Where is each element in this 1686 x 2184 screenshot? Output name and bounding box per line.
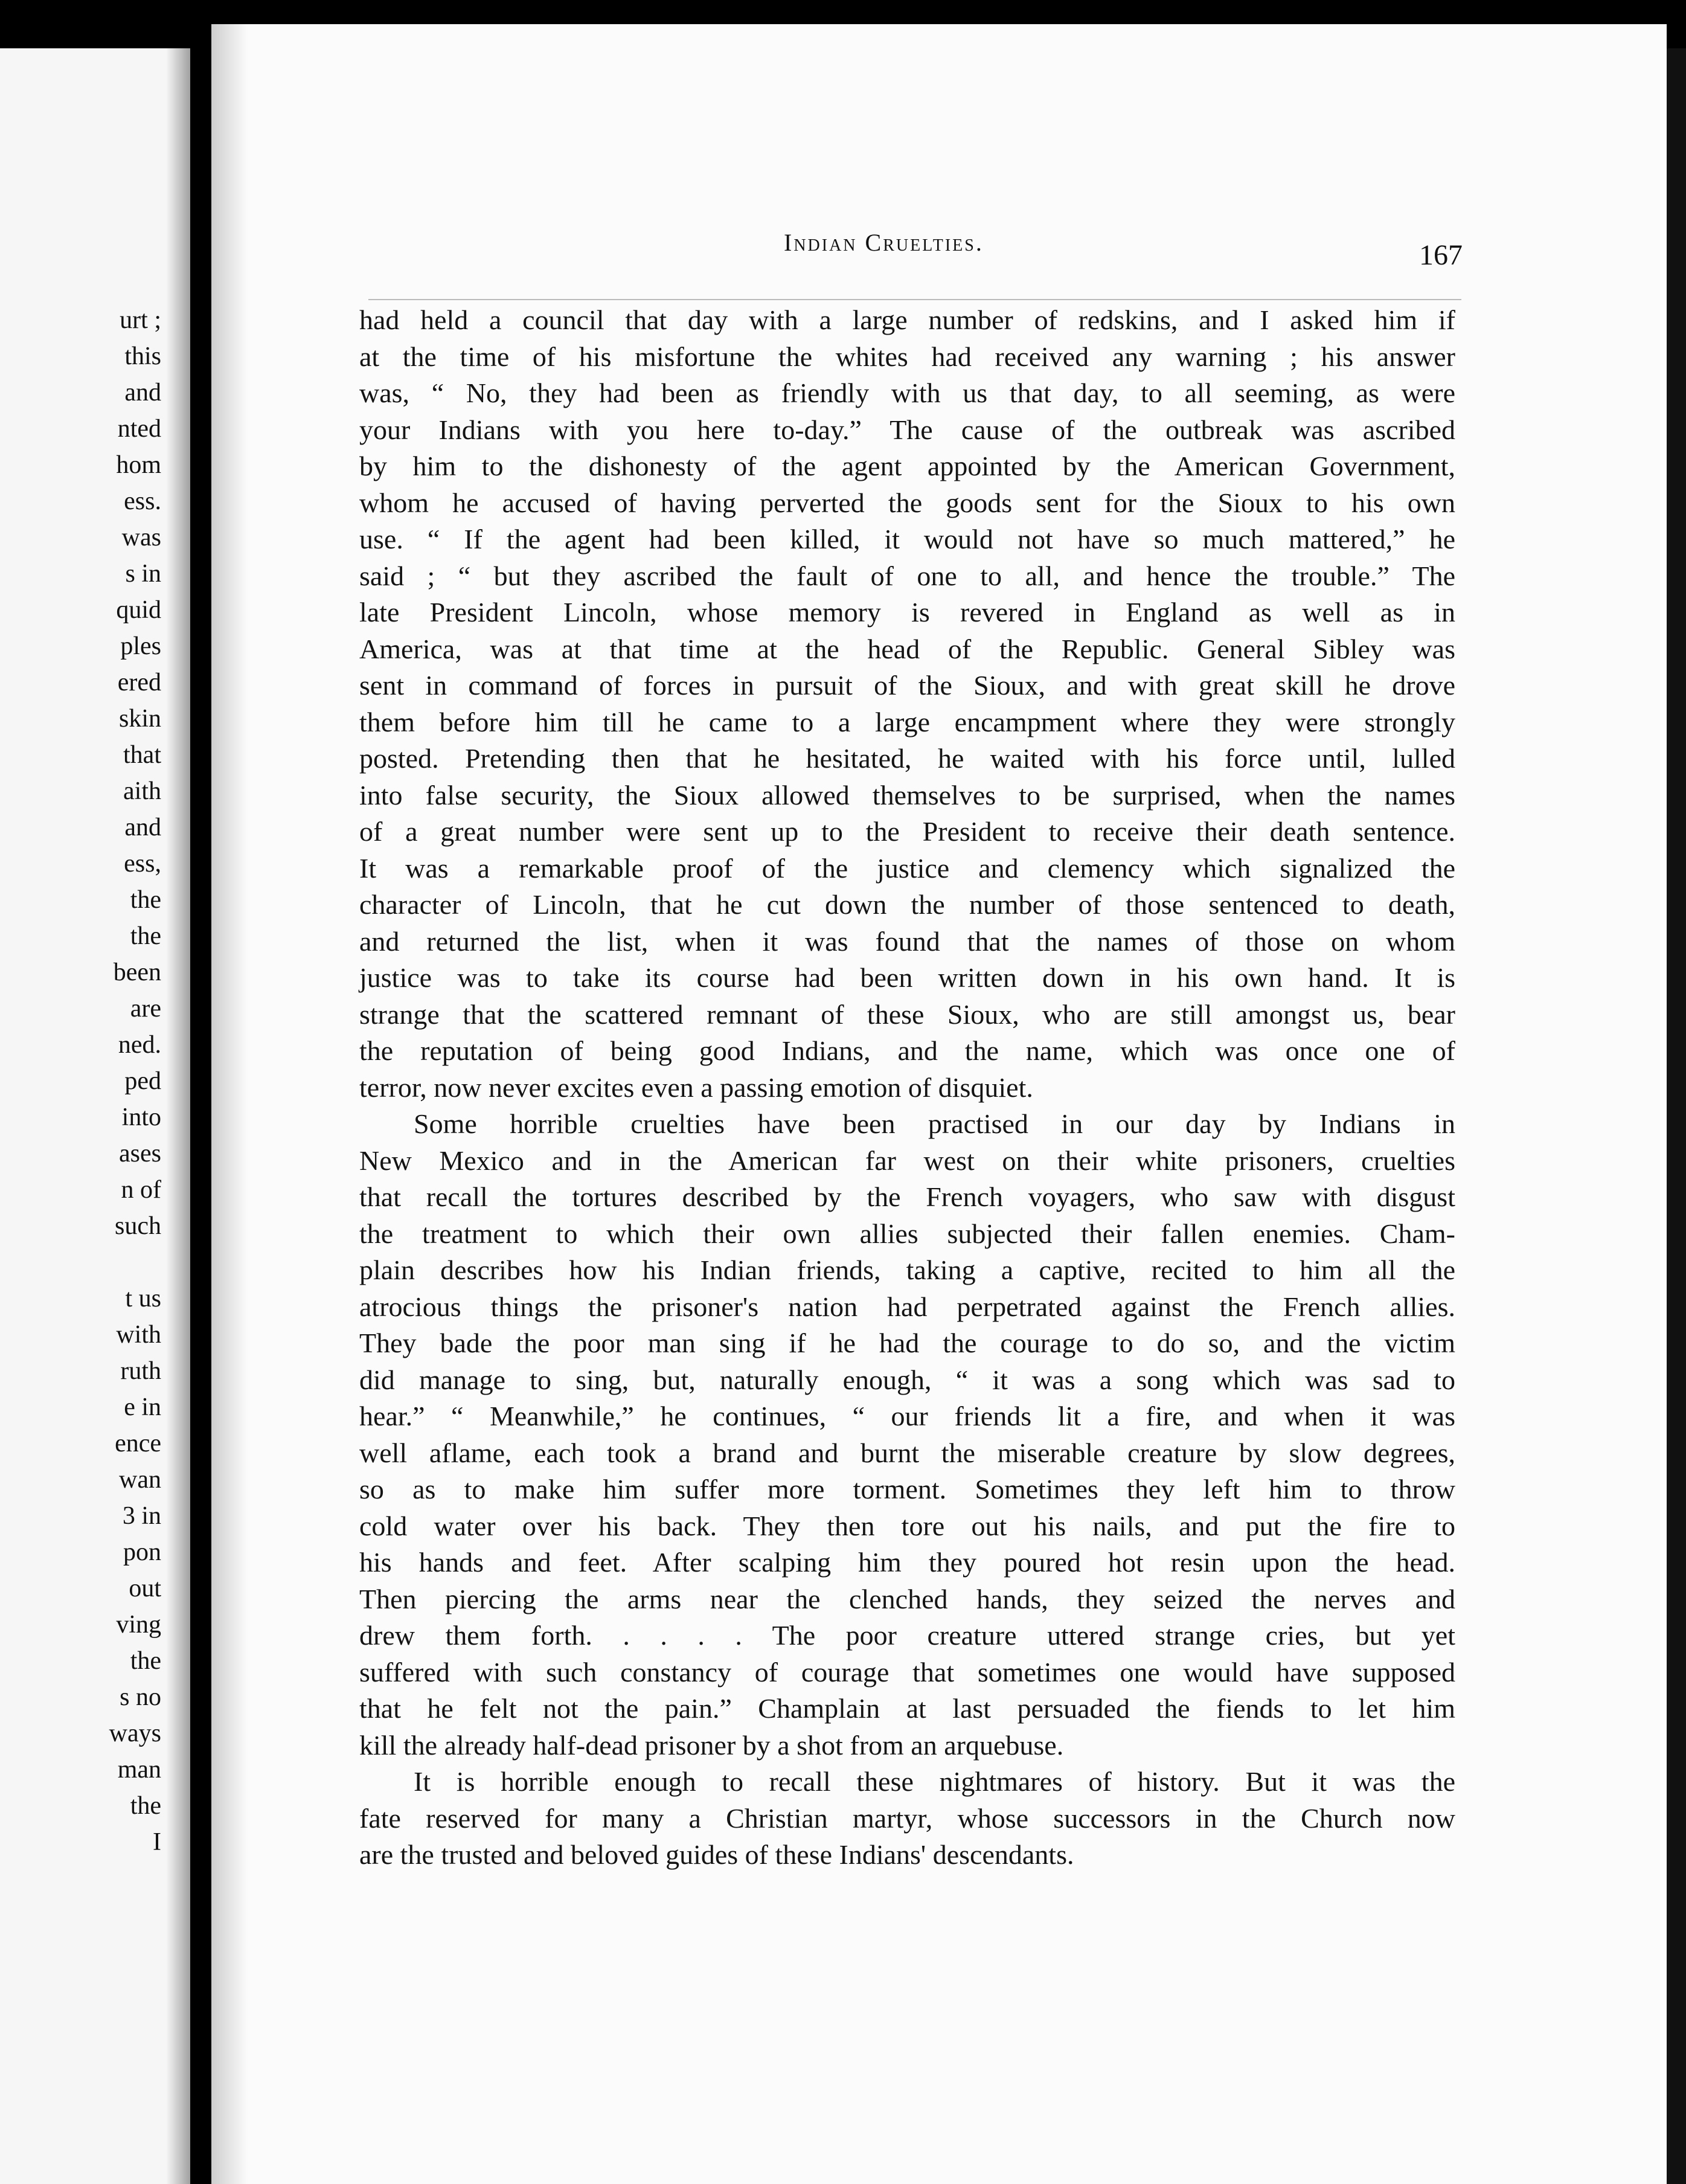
text-line: whom he accused of having perverted the goods sent for the Sioux to his own — [359, 487, 1455, 518]
text-line: fate reserved for many a Christian martyr, whose successors in the Church now — [359, 1802, 1455, 1834]
left-page-fragment: s in — [125, 560, 161, 588]
header-rule — [368, 299, 1461, 300]
left-page-fragment: n of — [121, 1176, 161, 1204]
left-page-fragment: and — [124, 379, 161, 406]
text-line: did manage to sing, but, naturally enough, “ it was a song which was sad to — [359, 1364, 1455, 1395]
text-line: Then piercing the arms near the clenched hands, they seized the nerves and — [359, 1583, 1455, 1614]
text-line: said ; “ but they ascribed the fault of one to all, and hence the trouble.” The — [359, 560, 1455, 591]
left-page-fragment: ess. — [124, 487, 161, 515]
left-page-fragment: the — [130, 886, 161, 914]
text-line: that he felt not the pain.” Champlain at last persuaded the fiends to let him — [359, 1693, 1455, 1724]
text-line: the treatment to which their own allies subjected their fallen enemies. Cham- — [359, 1218, 1455, 1249]
left-page-fragment: that — [123, 741, 161, 769]
left-page-fragment: skin — [118, 705, 161, 733]
text-line: They bade the poor man sing if he had the courage to do so, and the victim — [359, 1328, 1455, 1358]
text-line: posted. Pretending then that he hesitated, he waited with his force until, lulled — [359, 743, 1455, 774]
page-number: 167 — [1419, 239, 1463, 271]
text-line: atrocious things the prisoner's nation had perpetrated against the French allies. — [359, 1291, 1455, 1322]
left-page-fragment: with — [116, 1321, 161, 1349]
body-text — [359, 302, 1455, 1874]
text-line: strange that the scattered remnant of these Sioux, who are still amongst us, bear — [359, 998, 1455, 1030]
left-page-fragment: ways — [109, 1720, 161, 1747]
text-line: kill the already half-dead prisoner by a shot from an arquebuse. — [359, 1729, 1064, 1761]
left-page-fragment: into — [121, 1103, 161, 1131]
left-page-fragment: ases — [119, 1140, 161, 1167]
left-page-fragment: ess, — [124, 850, 161, 878]
left-page-fragment: such — [115, 1212, 161, 1240]
left-page-fragment: ped — [124, 1067, 161, 1095]
left-page-fragment: quid — [116, 596, 161, 624]
left-page-fragment: are — [130, 995, 161, 1023]
left-page-gutter-shade — [166, 48, 190, 2184]
left-page-fragment: pon — [123, 1538, 161, 1566]
text-line: character of Lincoln, that he cut down the number of those sentenced to death, — [359, 889, 1455, 920]
left-page-fragment: ned. — [118, 1031, 161, 1059]
text-line: It was a remarkable proof of the justice and clemency which signalized the — [359, 852, 1455, 884]
left-page-fragment: t us — [125, 1285, 161, 1312]
left-page-fragment: ered — [117, 669, 161, 696]
text-line: his hands and feet. After scalping him they poured hot resin upon the head. — [359, 1547, 1455, 1578]
left-page — [0, 48, 190, 2184]
text-line: plain describes how his Indian friends, taking a captive, recited to him all the — [359, 1254, 1455, 1285]
text-line: New Mexico and in the American far west on their white prisoners, cruelties — [359, 1145, 1455, 1176]
text-line: your Indians with you here to-day.” The cause of the outbreak was ascribed — [359, 414, 1455, 445]
left-page-fragment: e in — [124, 1393, 161, 1421]
text-line: late President Lincoln, whose memory is revered in England as well as in — [359, 597, 1455, 628]
left-page-fragment: the — [130, 1647, 161, 1675]
text-line: It is horrible enough to recall these nightmares of history. But it was the — [414, 1766, 1455, 1797]
left-page-fragment: aith — [123, 777, 161, 805]
book-gutter — [190, 24, 211, 2184]
left-page-fragment — [0, 1244, 161, 1280]
text-line: are the trusted and beloved guides of these Indians' descendants. — [359, 1839, 1074, 1870]
left-page-fragment: hom — [116, 451, 161, 479]
left-page-fragment: ruth — [120, 1357, 161, 1385]
text-line: so as to make him suffer more torment. Sometimes they left him to throw — [359, 1474, 1455, 1505]
left-page-text-fragments — [0, 302, 161, 1860]
left-page-fragment: this — [124, 342, 161, 370]
text-line: had held a council that day with a large number of redskins, and I asked him if — [359, 304, 1455, 335]
text-line: America, was at that time at the head of the Republic. General Sibley was — [359, 633, 1455, 664]
left-page-fragment: been — [113, 959, 161, 986]
left-page-fragment: the — [130, 922, 161, 950]
left-page-fragment: man — [117, 1756, 161, 1784]
left-page-fragment: 3 in — [122, 1502, 161, 1530]
text-line: into false security, the Sioux allowed themselves to be surprised, when the names — [359, 779, 1455, 811]
text-line: use. “ If the agent had been killed, it would not have so much mattered,” he — [359, 524, 1455, 554]
text-line: cold water over his back. They then tore out his nails, and put the fire to — [359, 1510, 1455, 1541]
text-line: by him to the dishonesty of the agent appointed by the American Government, — [359, 451, 1455, 481]
left-page-fragment: ving — [116, 1611, 161, 1639]
text-line: Some horrible cruelties have been practised in our day by Indians in — [414, 1108, 1455, 1139]
right-page-edge — [1667, 48, 1686, 2184]
text-line: was, “ No, they had been as friendly with us that day, to all seeming, as were — [359, 377, 1455, 408]
running-head: Indian Cruelties. — [784, 229, 984, 256]
left-page-fragment: s no — [120, 1683, 161, 1711]
left-page-fragment: nted — [117, 415, 161, 443]
text-line: sent in command of forces in pursuit of the Sioux, and with great skill he drove — [359, 670, 1455, 701]
left-page-fragment: out — [129, 1575, 161, 1602]
text-line: hear.” “ Meanwhile,” he continues, “ our friends lit a fire, and when it was — [359, 1401, 1455, 1431]
left-page-fragment: the — [130, 1792, 161, 1820]
left-page-fragment: was — [121, 524, 161, 551]
text-line: well aflame, each took a brand and burnt the miserable creature by slow degrees, — [359, 1437, 1455, 1468]
right-page-shadow — [211, 24, 248, 2184]
left-page-fragment: ples — [120, 632, 161, 660]
left-page-fragment: and — [124, 814, 161, 841]
left-page-fragment: urt ; — [120, 306, 161, 334]
text-line: and returned the list, when it was found that the names of those on whom — [359, 925, 1455, 957]
text-line: terror, now never excites even a passing emotion of disquiet. — [359, 1071, 1033, 1103]
text-line: of a great number were sent up to the President to receive their death sentence. — [359, 816, 1455, 847]
text-line: the reputation of being good Indians, and the name, which was once one of — [359, 1035, 1455, 1066]
text-line: justice was to take its course had been written down in his own hand. It is — [359, 962, 1455, 993]
left-page-fragment: wan — [119, 1466, 161, 1494]
left-page-fragment: I — [153, 1828, 161, 1856]
text-line: them before him till he came to a large encampment where they were strongly — [359, 706, 1455, 737]
text-line: drew them forth. . . . . The poor creature uttered strange cries, but yet — [359, 1620, 1455, 1651]
text-line: suffered with such constancy of courage that sometimes one would have supposed — [359, 1656, 1455, 1688]
left-page-fragment: ence — [115, 1430, 161, 1457]
text-line: that recall the tortures described by the French voyagers, who saw with disgust — [359, 1181, 1455, 1212]
text-line: at the time of his misfortune the whites had received any warning ; his answer — [359, 341, 1455, 372]
